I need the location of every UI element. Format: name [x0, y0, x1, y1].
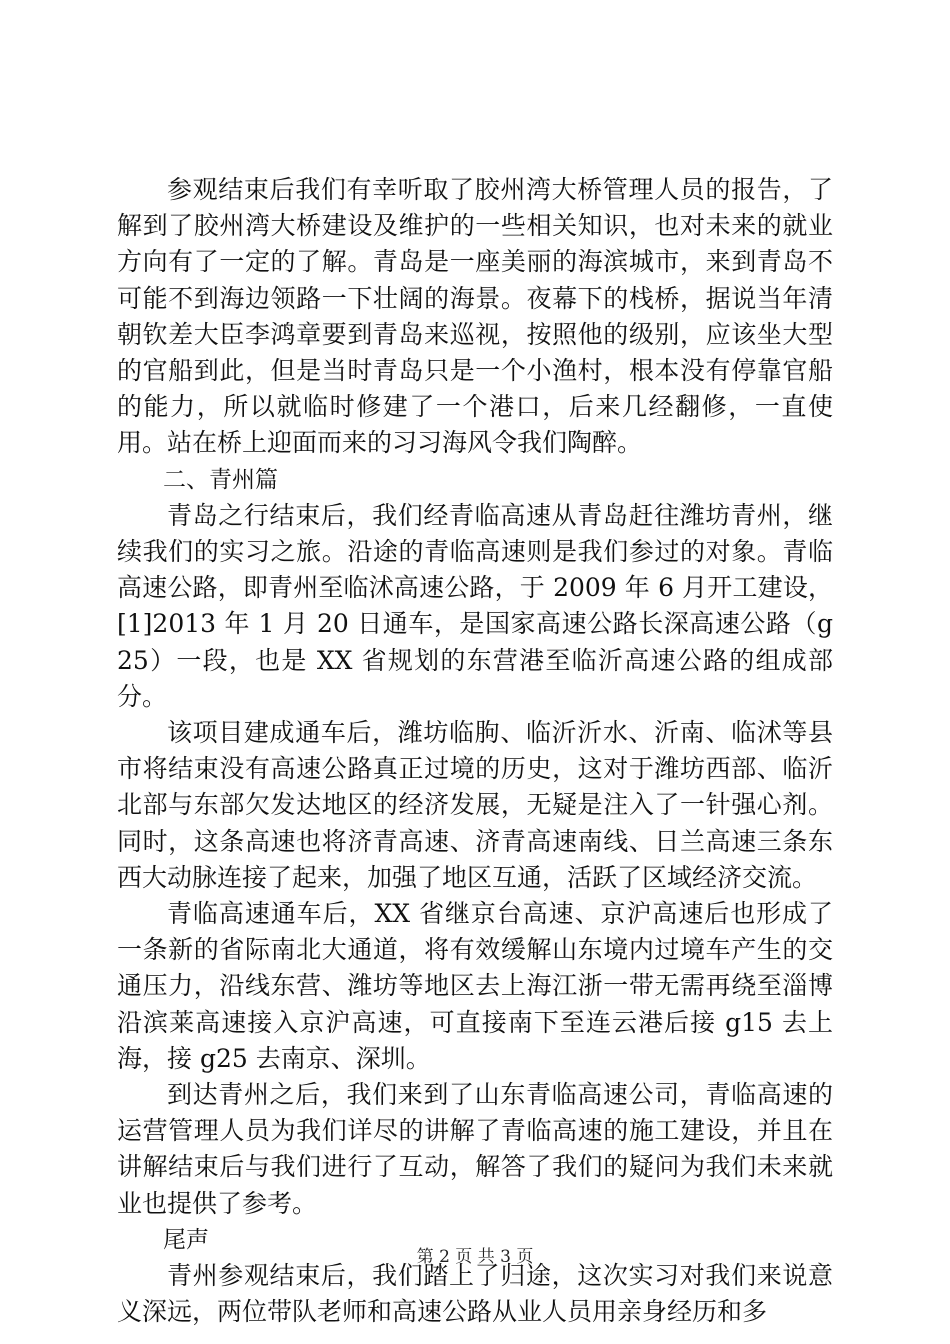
section-heading-qingzhou: 二、青州篇 — [163, 466, 278, 493]
document-body — [117, 172, 833, 1331]
paragraph-qingdao-visit: 参观结束后我们有幸听取了胶州湾大桥管理人员的报告，了解到了胶州湾大桥建设及维护的一些相关知识，也对未来的就业方向有了一定的了解。青岛是一座美丽的海滨城市，来到青岛不可能不到海边领路一下壮阔的海景。夜幕下的栈桥，据说当年清朝钦差大臣李鸿章要到青岛来巡视，按照他的级别，应该坐大型的官船到此，但是当时青岛只是一个小渔村，根本没有停靠官船的能力，所以就临时修建了一个港口，后来几经翻修，一直使用。站在桥上迎面而来的习习海风令我们陶醉。 — [117, 175, 833, 458]
page-footer: 第 2 页 共 3 页 — [416, 1247, 534, 1267]
paragraph-qinglin-highway-intro: 青岛之行结束后，我们经青临高速从青岛赶往潍坊青州，继续我们的实习之旅。沿途的青临高速则是我们参过的对象。青临高速公路，即青州至临沭高速公路，于 2009 年 6 月开工建设，[1]2013 年 1 月 20 日通车，是国家高速公路长深高速公路（g25）一段，也是 XX 省规划的东营港至临沂高速公路的组成部分。 — [117, 500, 833, 711]
section-heading-epilogue: 尾声 — [163, 1226, 209, 1253]
paragraph-epilogue: 青州参观结束后，我们踏上了归途，这次实习对我们来说意义深远，两位带队老师和高速公路从业人员用亲身经历和多 — [117, 1261, 833, 1327]
paragraph-company-visit: 到达青州之后，我们来到了山东青临高速公司，青临高速的运营管理人员为我们详尽的讲解了青临高速的施工建设，并且在讲解结束后与我们进行了互动，解答了我们的疑问为我们未来就业也提供了参考。 — [117, 1080, 833, 1218]
paragraph-north-south-corridor: 青临高速通车后，XX 省继京台高速、京沪高速后也形成了一条新的省际南北大通道，将有效缓解山东境内过境车产生的交通压力，沿线东营、潍坊等地区去上海江浙一带无需再绕至淄博沿滨莱高速接入京沪高速，可直接南下至连云港后接 g15 去上海，接 g25 去南京、深圳。 — [117, 899, 833, 1073]
paragraph-project-impact: 该项目建成通车后，潍坊临朐、临沂沂水、沂南、临沭等县市将结束没有高速公路真正过境的历史，这对于潍坊西部、临沂北部与东部欠发达地区的经济发展，无疑是注入了一针强心剂。同时，这条高速也将济青高速、济青高速南线、日兰高速三条东西大动脉连接了起来，加强了地区互通，活跃了区域经济交流。 — [117, 718, 833, 892]
